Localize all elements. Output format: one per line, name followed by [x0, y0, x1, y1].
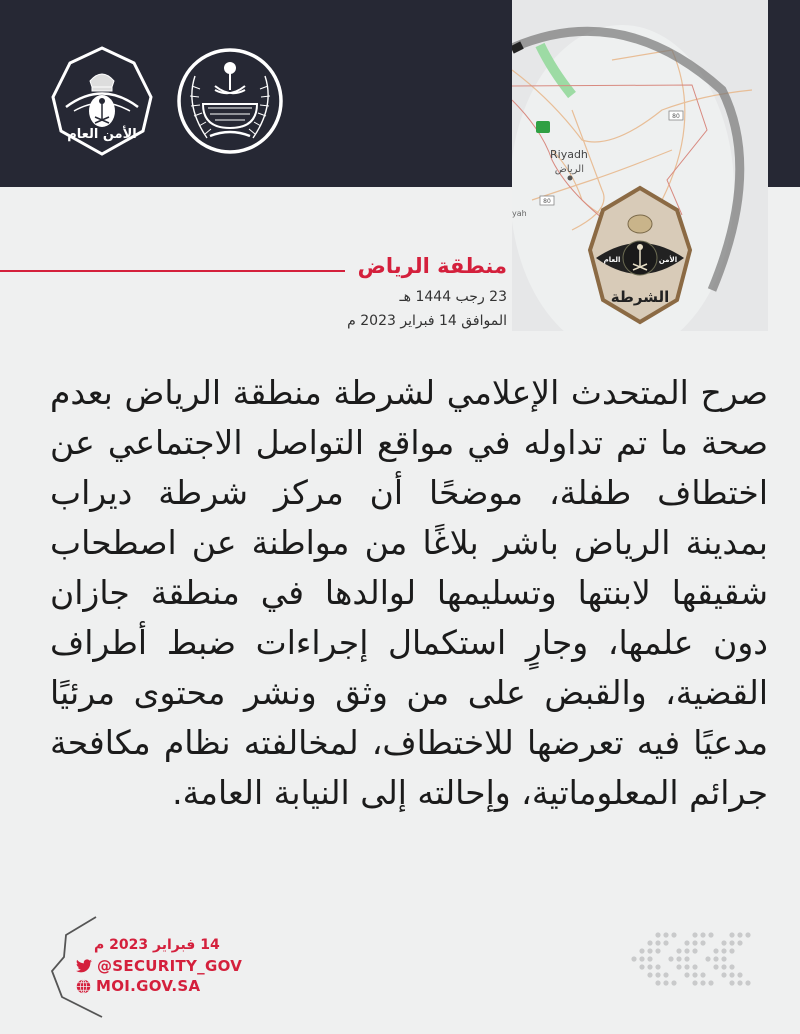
- region-title: منطقة الرياض: [357, 254, 507, 278]
- svg-text:العام: العام: [603, 256, 621, 264]
- website-url: MOI.GOV.SA: [96, 977, 201, 995]
- title-divider: [0, 270, 345, 272]
- map-magnifier-illustration: [512, 0, 768, 331]
- twitter-bird-icon: [76, 959, 92, 973]
- police-badge-icon: [590, 188, 690, 322]
- svg-text:yah: yah: [512, 209, 527, 218]
- twitter-handle: @SECURITY_GOV: [97, 957, 243, 975]
- emblem-icon: [175, 46, 285, 156]
- statement-body: صرح المتحدث الإعلامي لشرطة منطقة الرياض بعدم صحة ما تم تداوله في مواقع التواصل الاجتماعي عن اختطاف طفلة، موضحًا أن مركز شرطة ديراب بمدينة الرياض باشر بلاغًا من مواطنة عن اصطحاب شقيقها لابنتها وتسليمها لوالدها في منطقة جازان دون علمها، وجارٍ استكمال إجراءات ضبط أطراف القضية، والقبض على من وثق ونشر محتوى مرئيًا مدعيًا فيه تعرضها للاختطاف، لمخالفته نظام مكافحة جرائم المعلوماتية، وإحالته إلى النيابة العامة.: [50, 373, 768, 812]
- shield-logo-icon: [48, 45, 156, 157]
- svg-text:الشرطة: الشرطة: [610, 288, 670, 306]
- public-security-logo: [48, 45, 156, 157]
- hijri-date: 23 رجب 1444 هـ: [399, 289, 507, 305]
- svg-text:الأمن العام: الأمن العام: [67, 127, 137, 142]
- footer-date: 14 فبراير 2023 م: [94, 937, 220, 953]
- svg-text:Riyadh: Riyadh: [550, 148, 588, 161]
- ministry-emblem: [175, 46, 285, 156]
- gregorian-date: الموافق 14 فبراير 2023 م: [347, 313, 507, 329]
- svg-text:الرياض: الرياض: [554, 164, 584, 175]
- svg-text:80: 80: [672, 113, 680, 120]
- twitter-link[interactable]: [76, 957, 242, 975]
- svg-text:الأمن: الأمن: [658, 256, 678, 264]
- globe-icon: [76, 979, 91, 994]
- decorative-chevron-dots-icon: [630, 930, 760, 990]
- svg-text:80: 80: [543, 198, 551, 205]
- website-link[interactable]: [76, 977, 200, 995]
- news-photo: [512, 0, 768, 331]
